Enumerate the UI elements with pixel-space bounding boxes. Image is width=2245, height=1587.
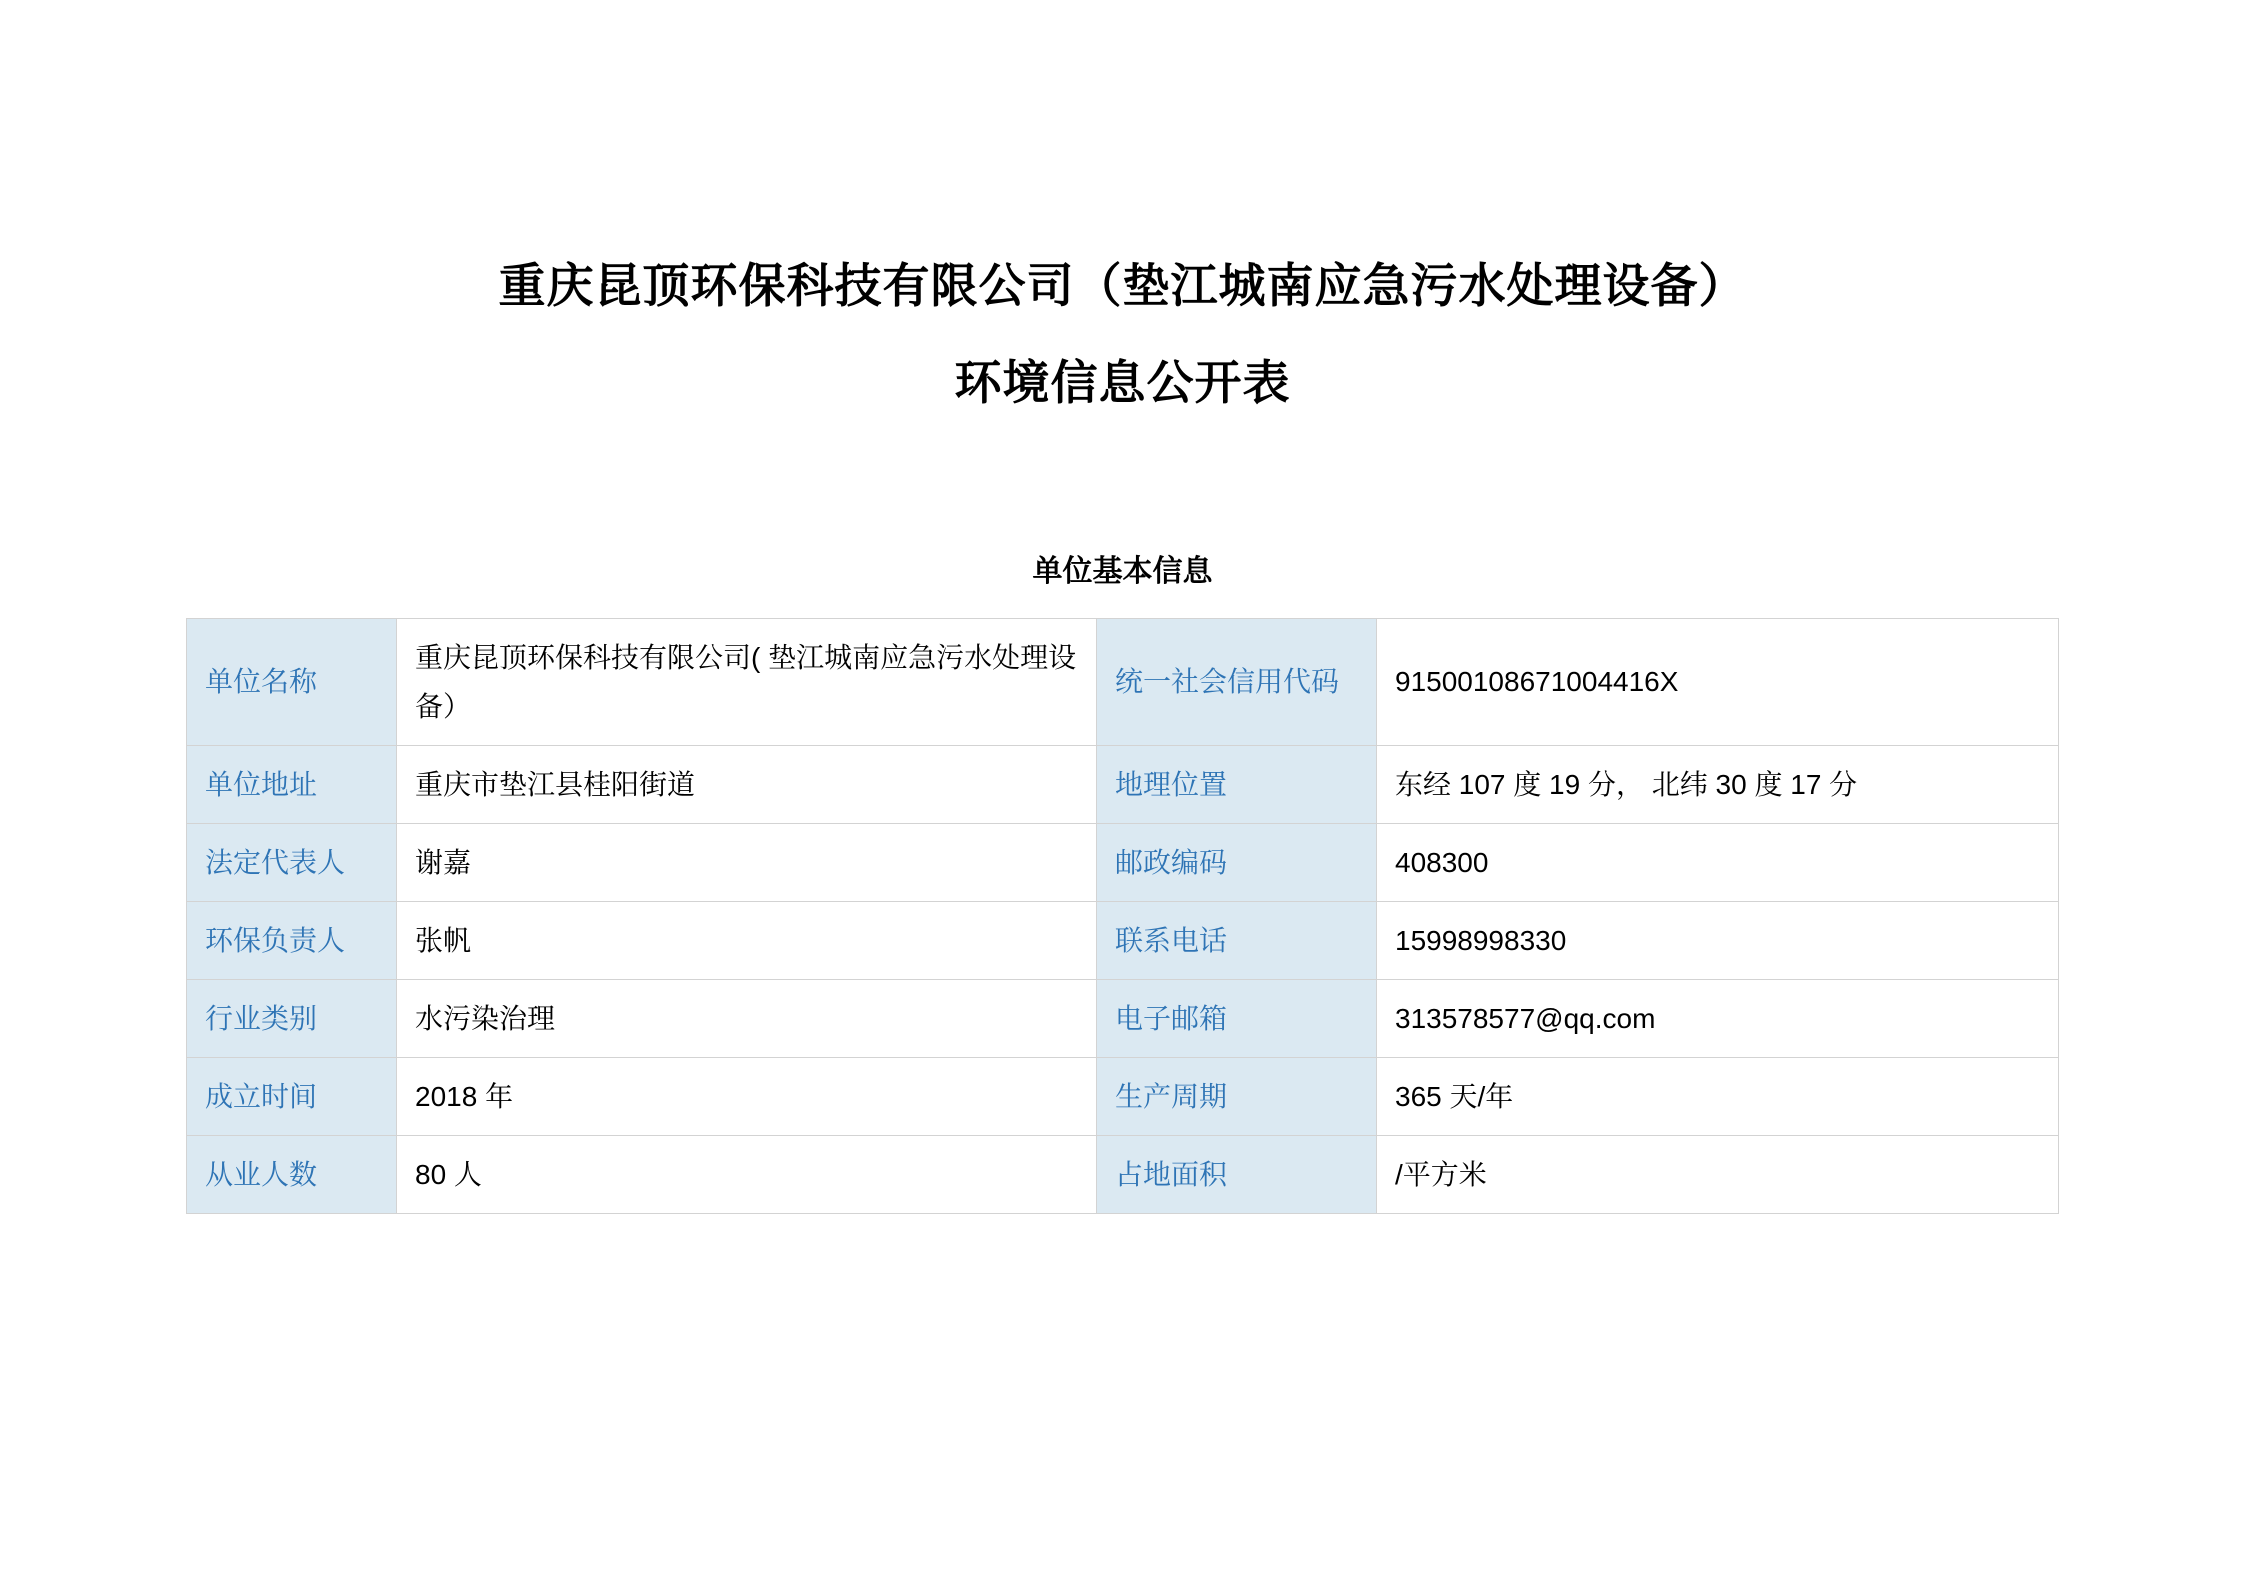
row-value-legal-rep: 谢嘉 [397, 823, 1097, 901]
row-value-env-manager: 张帆 [397, 901, 1097, 979]
row-label-contact-phone: 联系电话 [1097, 901, 1377, 979]
row-value-unit-address: 重庆市垫江县桂阳街道 [397, 745, 1097, 823]
basic-info-table-container [0, 618, 2245, 1214]
row-value-email: 313578577@qq.com [1377, 979, 2059, 1057]
row-value-contact-phone: 15998998330 [1377, 901, 2059, 979]
table-row [187, 1135, 2059, 1213]
row-label-production-cycle: 生产周期 [1097, 1057, 1377, 1135]
row-label-site-area: 占地面积 [1097, 1135, 1377, 1213]
table-row [187, 745, 2059, 823]
row-value-credit-code: 91500108671004416X [1377, 618, 2059, 745]
row-label-establish-date: 成立时间 [187, 1057, 397, 1135]
document-title-line-1: 重庆昆顶环保科技有限公司（垫江城南应急污水处理设备） [498, 259, 1747, 312]
row-value-establish-date: 2018 年 [397, 1057, 1097, 1135]
row-value-production-cycle: 365 天/年 [1377, 1057, 2059, 1135]
basic-info-table [186, 618, 2059, 1214]
row-value-employee-count: 80 人 [397, 1135, 1097, 1213]
row-label-legal-rep: 法定代表人 [187, 823, 397, 901]
table-row [187, 1057, 2059, 1135]
row-value-geo-location: 东经 107 度 19 分， 北纬 30 度 17 分 [1377, 745, 2059, 823]
row-label-employee-count: 从业人数 [187, 1135, 397, 1213]
row-value-site-area: /平方米 [1377, 1135, 2059, 1213]
row-label-unit-name: 单位名称 [187, 618, 397, 745]
row-label-credit-code: 统一社会信用代码 [1097, 618, 1377, 745]
row-label-geo-location: 地理位置 [1097, 745, 1377, 823]
row-label-postal-code: 邮政编码 [1097, 823, 1377, 901]
row-value-postal-code: 408300 [1377, 823, 2059, 901]
row-value-unit-name: 重庆昆顶环保科技有限公司( 垫江城南应急污水处理设 备） [397, 618, 1097, 745]
row-label-unit-address: 单位地址 [187, 745, 397, 823]
row-label-industry-category: 行业类别 [187, 979, 397, 1057]
row-label-email: 电子邮箱 [1097, 979, 1377, 1057]
table-row [187, 901, 2059, 979]
row-value-industry-category: 水污染治理 [397, 979, 1097, 1057]
table-row [187, 618, 2059, 745]
document-title-line-2: 环境信息公开表 [954, 355, 1291, 409]
table-row [187, 823, 2059, 901]
section-heading: 单位基本信息 [1032, 554, 1213, 588]
table-row [187, 979, 2059, 1057]
row-label-env-manager: 环保负责人 [187, 901, 397, 979]
